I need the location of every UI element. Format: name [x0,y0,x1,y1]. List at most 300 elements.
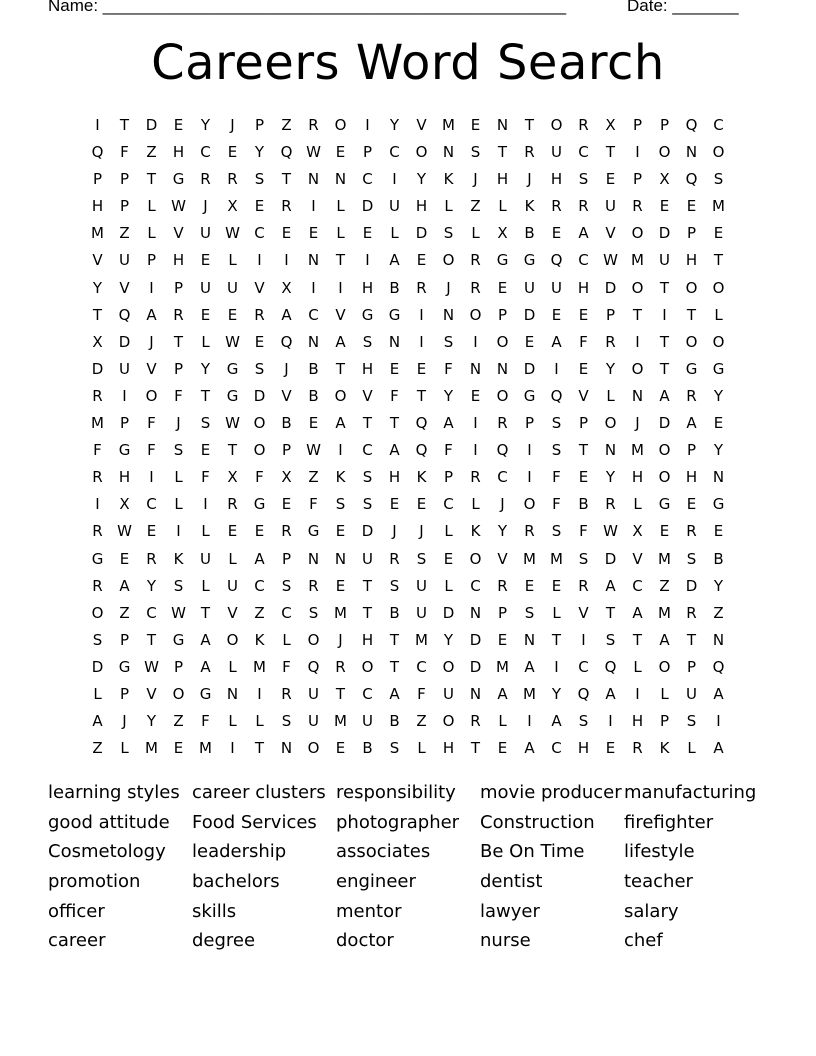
grid-letter[interactable]: Z [92,739,103,758]
grid-letter[interactable]: O [307,630,320,649]
grid-letter[interactable]: A [335,332,346,351]
grid-letter[interactable]: O [523,495,536,514]
grid-letter[interactable]: S [281,712,292,731]
grid-letter[interactable]: R [551,197,562,216]
grid-letter[interactable]: I [230,739,235,758]
grid-letter[interactable]: N [469,359,482,378]
grid-letter[interactable]: J [446,278,451,297]
grid-letter[interactable]: J [203,197,208,216]
grid-letter[interactable]: I [419,305,424,324]
grid-letter[interactable]: F [390,386,399,405]
grid-letter[interactable]: N [604,441,617,460]
grid-letter[interactable]: C [281,603,292,622]
grid-letter[interactable]: G [361,305,374,324]
grid-letter[interactable]: A [389,441,400,460]
grid-letter[interactable]: E [173,739,184,758]
grid-letter[interactable]: F [282,657,291,676]
grid-letter[interactable]: E [497,278,508,297]
grid-letter[interactable]: C [578,657,589,676]
grid-letter[interactable]: P [443,468,454,487]
grid-letter[interactable]: R [227,495,238,514]
grid-letter[interactable]: N [496,116,509,134]
grid-letter[interactable]: R [605,332,616,351]
grid-letter[interactable]: N [307,332,320,351]
grid-letter[interactable]: F [444,441,453,460]
grid-letter[interactable]: O [685,332,698,351]
grid-letter[interactable]: I [635,332,640,351]
grid-letter[interactable]: N [334,549,347,568]
grid-letter[interactable]: T [686,305,697,324]
grid-letter[interactable]: H [442,739,455,758]
grid-letter[interactable]: T [497,143,508,162]
grid-letter[interactable]: D [91,359,104,378]
grid-letter[interactable]: X [659,170,670,189]
grid-letter[interactable]: D [442,603,455,622]
grid-letter[interactable]: T [335,251,346,270]
grid-letter[interactable]: U [362,712,373,731]
grid-letter[interactable]: V [227,603,238,622]
grid-letter[interactable]: A [524,739,535,758]
grid-letter[interactable]: Q [280,143,293,162]
grid-letter[interactable]: T [146,630,157,649]
grid-letter[interactable]: T [632,630,643,649]
grid-letter[interactable]: O [361,657,374,676]
grid-letter[interactable]: Y [389,116,400,134]
grid-letter[interactable]: T [335,359,346,378]
grid-letter[interactable]: J [284,359,289,378]
grid-letter[interactable]: C [551,739,562,758]
grid-letter[interactable]: Z [173,712,184,731]
grid-letter[interactable]: S [443,224,454,243]
grid-letter[interactable]: Q [550,386,563,405]
grid-letter[interactable]: E [524,576,535,595]
grid-letter[interactable]: D [685,576,698,595]
grid-letter[interactable]: Q [577,684,590,703]
grid-letter[interactable]: Z [119,603,130,622]
grid-letter[interactable]: G [91,549,104,568]
grid-letter[interactable]: T [389,657,400,676]
grid-letter[interactable]: N [307,549,320,568]
grid-letter[interactable]: Y [200,116,211,134]
grid-letter[interactable]: Z [659,576,670,595]
grid-letter[interactable]: C [362,684,373,703]
grid-letter[interactable]: T [389,414,400,433]
grid-letter[interactable]: S [524,603,535,622]
grid-letter[interactable]: S [443,332,454,351]
grid-letter[interactable]: J [419,522,424,541]
grid-letter[interactable]: O [631,224,644,243]
grid-letter[interactable]: P [686,441,697,460]
grid-letter[interactable]: A [119,576,130,595]
grid-letter[interactable]: E [335,576,346,595]
grid-letter[interactable]: C [362,170,373,189]
grid-letter[interactable]: I [95,116,100,134]
grid-letter[interactable]: D [469,657,482,676]
grid-letter[interactable]: B [308,359,319,378]
grid-letter[interactable]: E [227,522,238,541]
grid-letter[interactable]: W [117,522,132,541]
grid-letter[interactable]: Q [415,441,428,460]
grid-letter[interactable]: U [119,359,130,378]
grid-letter[interactable]: T [713,251,724,270]
grid-letter[interactable]: O [469,305,482,324]
grid-letter[interactable]: U [200,224,211,243]
grid-letter[interactable]: U [551,278,562,297]
grid-letter[interactable]: O [226,630,239,649]
grid-letter[interactable]: M [91,224,104,243]
grid-letter[interactable]: M [91,414,104,433]
grid-letter[interactable]: E [146,522,157,541]
grid-letter[interactable]: H [172,143,185,162]
grid-letter[interactable]: N [685,143,698,162]
grid-letter[interactable]: D [604,278,617,297]
grid-letter[interactable]: J [122,712,127,731]
grid-letter[interactable]: I [419,332,424,351]
grid-letter[interactable]: P [119,414,130,433]
grid-letter[interactable]: S [173,576,184,595]
grid-letter[interactable]: I [311,197,316,216]
grid-letter[interactable]: R [227,170,238,189]
grid-letter[interactable]: F [201,468,210,487]
grid-letter[interactable]: L [417,739,426,758]
grid-letter[interactable]: C [146,495,157,514]
grid-letter[interactable]: K [470,522,481,541]
grid-letter[interactable]: R [524,143,535,162]
grid-letter[interactable]: A [524,657,535,676]
grid-letter[interactable]: D [658,414,671,433]
grid-letter[interactable]: Y [92,278,103,297]
grid-letter[interactable]: E [443,549,454,568]
grid-letter[interactable]: L [660,684,669,703]
grid-letter[interactable]: M [523,684,536,703]
grid-letter[interactable]: F [417,684,426,703]
grid-letter[interactable]: C [200,143,211,162]
grid-letter[interactable]: L [120,739,129,758]
grid-letter[interactable]: E [497,630,508,649]
grid-letter[interactable]: V [92,251,103,270]
grid-letter[interactable]: R [578,576,589,595]
grid-letter[interactable]: L [201,332,210,351]
grid-letter[interactable]: U [551,143,562,162]
grid-letter[interactable]: E [497,739,508,758]
grid-letter[interactable]: L [633,495,642,514]
grid-letter[interactable]: F [255,468,264,487]
grid-letter[interactable]: A [389,684,400,703]
grid-letter[interactable]: C [578,143,589,162]
grid-letter[interactable]: A [605,684,616,703]
grid-letter[interactable]: S [686,549,697,568]
grid-letter[interactable]: L [228,657,237,676]
grid-letter[interactable]: L [606,386,615,405]
grid-letter[interactable]: K [524,197,535,216]
grid-letter[interactable]: U [416,576,427,595]
grid-letter[interactable]: N [442,143,455,162]
grid-letter[interactable]: S [254,170,265,189]
grid-letter[interactable]: E [578,468,589,487]
grid-letter[interactable]: T [281,170,292,189]
grid-letter[interactable]: S [578,712,589,731]
grid-letter[interactable]: L [147,224,156,243]
grid-letter[interactable]: D [361,522,374,541]
grid-letter[interactable]: T [335,684,346,703]
grid-letter[interactable]: T [632,305,643,324]
grid-letter[interactable]: M [631,251,644,270]
grid-letter[interactable]: C [578,251,589,270]
grid-letter[interactable]: Y [713,441,724,460]
grid-letter[interactable]: V [173,224,184,243]
grid-letter[interactable]: I [365,116,370,134]
grid-letter[interactable]: X [497,224,508,243]
grid-letter[interactable]: D [253,386,266,405]
grid-letter[interactable]: V [362,386,373,405]
grid-letter[interactable]: F [552,468,561,487]
grid-letter[interactable]: G [226,386,239,405]
grid-letter[interactable]: J [473,170,478,189]
grid-letter[interactable]: A [713,739,724,758]
grid-letter[interactable]: E [389,359,400,378]
grid-letter[interactable]: Z [470,197,481,216]
grid-letter[interactable]: G [658,495,671,514]
grid-letter[interactable]: S [686,712,697,731]
grid-letter[interactable]: R [578,197,589,216]
grid-letter[interactable]: E [416,495,427,514]
grid-letter[interactable]: D [658,224,671,243]
grid-letter[interactable]: O [442,657,455,676]
grid-letter[interactable]: E [335,739,346,758]
grid-letter[interactable]: R [632,197,643,216]
grid-letter[interactable]: O [712,143,725,162]
grid-letter[interactable]: L [201,522,210,541]
grid-letter[interactable]: B [713,549,724,568]
grid-letter[interactable]: J [338,630,343,649]
grid-letter[interactable]: B [578,495,589,514]
grid-letter[interactable]: Z [416,712,427,731]
grid-letter[interactable]: I [338,441,343,460]
grid-letter[interactable]: L [201,576,210,595]
grid-letter[interactable]: M [658,549,671,568]
grid-letter[interactable]: F [579,522,588,541]
grid-letter[interactable]: I [149,468,154,487]
grid-letter[interactable]: M [442,116,455,134]
grid-letter[interactable]: G [118,657,131,676]
grid-letter[interactable]: H [118,468,131,487]
grid-letter[interactable]: U [362,549,373,568]
grid-letter[interactable]: N [712,630,725,649]
grid-letter[interactable]: Z [119,224,130,243]
grid-letter[interactable]: E [173,116,184,134]
grid-letter[interactable]: R [470,468,481,487]
grid-letter[interactable]: A [443,414,454,433]
grid-letter[interactable]: Y [416,170,427,189]
grid-letter[interactable]: B [389,603,400,622]
grid-letter[interactable]: G [253,495,266,514]
grid-letter[interactable]: A [254,549,265,568]
grid-letter[interactable]: T [605,603,616,622]
grid-letter[interactable]: P [497,603,508,622]
grid-letter[interactable]: S [470,143,481,162]
grid-letter[interactable]: V [281,386,292,405]
grid-letter[interactable]: A [92,712,103,731]
grid-letter[interactable]: A [605,576,616,595]
grid-letter[interactable]: L [471,495,480,514]
grid-letter[interactable]: T [524,116,535,134]
grid-letter[interactable]: G [712,359,725,378]
grid-letter[interactable]: H [631,468,644,487]
grid-letter[interactable]: H [361,278,374,297]
grid-letter[interactable]: E [659,522,670,541]
grid-letter[interactable]: L [174,468,183,487]
grid-letter[interactable]: R [632,739,643,758]
grid-letter[interactable]: J [230,116,235,134]
grid-letter[interactable]: Y [713,386,724,405]
grid-letter[interactable]: Q [685,116,698,134]
grid-letter[interactable]: U [308,684,319,703]
grid-letter[interactable]: R [389,549,400,568]
grid-letter[interactable]: G [307,522,320,541]
grid-letter[interactable]: G [172,630,185,649]
grid-letter[interactable]: E [686,197,697,216]
grid-letter[interactable]: O [712,278,725,297]
grid-letter[interactable]: T [389,630,400,649]
grid-letter[interactable]: E [254,522,265,541]
grid-letter[interactable]: I [311,278,316,297]
grid-letter[interactable]: L [471,224,480,243]
grid-letter[interactable]: N [388,332,401,351]
grid-letter[interactable]: E [605,739,616,758]
grid-letter[interactable]: L [687,739,696,758]
grid-letter[interactable]: C [254,576,265,595]
grid-letter[interactable]: B [308,386,319,405]
grid-letter[interactable]: T [470,739,481,758]
grid-letter[interactable]: H [577,739,590,758]
grid-letter[interactable]: L [336,197,345,216]
grid-letter[interactable]: O [631,359,644,378]
grid-letter[interactable]: E [578,305,589,324]
grid-letter[interactable]: L [390,224,399,243]
grid-letter[interactable]: Y [497,522,508,541]
grid-letter[interactable]: I [257,251,262,270]
grid-letter[interactable]: W [171,197,186,216]
grid-letter[interactable]: J [635,414,640,433]
grid-letter[interactable]: Z [254,603,265,622]
grid-letter[interactable]: Y [146,576,157,595]
grid-letter[interactable]: G [172,170,185,189]
grid-letter[interactable]: S [605,630,616,649]
grid-letter[interactable]: J [176,414,181,433]
grid-letter[interactable]: I [95,495,100,514]
grid-letter[interactable]: F [120,143,129,162]
grid-letter[interactable]: P [659,712,670,731]
grid-letter[interactable]: U [416,603,427,622]
grid-letter[interactable]: F [444,359,453,378]
grid-letter[interactable]: R [335,657,346,676]
grid-letter[interactable]: A [632,603,643,622]
grid-letter[interactable]: C [146,603,157,622]
grid-letter[interactable]: D [361,197,374,216]
grid-letter[interactable]: H [550,170,563,189]
grid-letter[interactable]: T [227,441,238,460]
grid-letter[interactable]: E [551,576,562,595]
grid-letter[interactable]: L [255,712,264,731]
grid-letter[interactable]: X [119,495,130,514]
grid-letter[interactable]: G [388,305,401,324]
grid-letter[interactable]: I [338,278,343,297]
grid-letter[interactable]: P [362,143,373,162]
grid-letter[interactable]: C [632,576,643,595]
grid-letter[interactable]: A [551,712,562,731]
grid-letter[interactable]: R [497,414,508,433]
grid-letter[interactable]: H [361,359,374,378]
grid-letter[interactable]: F [552,495,561,514]
grid-letter[interactable]: L [552,603,561,622]
grid-letter[interactable]: A [335,414,346,433]
grid-letter[interactable]: E [227,305,238,324]
grid-letter[interactable]: O [334,116,347,134]
grid-letter[interactable]: I [554,657,559,676]
grid-letter[interactable]: S [578,170,589,189]
grid-letter[interactable]: O [334,386,347,405]
grid-letter[interactable]: U [389,197,400,216]
grid-letter[interactable]: P [686,657,697,676]
grid-letter[interactable]: C [443,495,454,514]
grid-letter[interactable]: Y [200,359,211,378]
grid-letter[interactable]: R [173,305,184,324]
grid-letter[interactable]: I [662,305,667,324]
grid-letter[interactable]: H [496,170,509,189]
grid-letter[interactable]: Q [415,414,428,433]
grid-letter[interactable]: B [524,224,535,243]
grid-letter[interactable]: P [632,116,643,134]
grid-letter[interactable]: F [201,712,210,731]
grid-letter[interactable]: A [659,386,670,405]
grid-letter[interactable]: M [631,441,644,460]
grid-letter[interactable]: L [228,712,237,731]
grid-letter[interactable]: V [335,305,346,324]
grid-letter[interactable]: M [712,197,725,216]
grid-letter[interactable]: O [91,603,104,622]
grid-letter[interactable]: G [523,251,536,270]
grid-letter[interactable]: S [389,576,400,595]
grid-letter[interactable]: T [362,576,373,595]
grid-letter[interactable]: I [473,441,478,460]
grid-letter[interactable]: I [608,712,613,731]
grid-letter[interactable]: S [281,576,292,595]
grid-letter[interactable]: O [145,386,158,405]
grid-letter[interactable]: W [144,657,159,676]
grid-letter[interactable]: A [497,684,508,703]
grid-letter[interactable]: Z [308,468,319,487]
grid-letter[interactable]: S [200,414,211,433]
grid-letter[interactable]: N [496,359,509,378]
grid-letter[interactable]: Q [118,305,131,324]
grid-letter[interactable]: N [280,739,293,758]
grid-letter[interactable]: U [200,278,211,297]
grid-letter[interactable]: K [335,468,346,487]
grid-letter[interactable]: I [716,712,721,731]
grid-letter[interactable]: J [149,332,154,351]
grid-letter[interactable]: E [524,332,535,351]
grid-letter[interactable]: L [498,712,507,731]
grid-letter[interactable]: S [254,359,265,378]
grid-letter[interactable]: R [146,549,157,568]
grid-letter[interactable]: V [632,549,643,568]
grid-letter[interactable]: E [200,305,211,324]
grid-letter[interactable]: T [92,305,103,324]
grid-letter[interactable]: U [227,576,238,595]
grid-letter[interactable]: P [254,116,265,134]
grid-letter[interactable]: L [228,251,237,270]
grid-letter[interactable]: O [469,549,482,568]
